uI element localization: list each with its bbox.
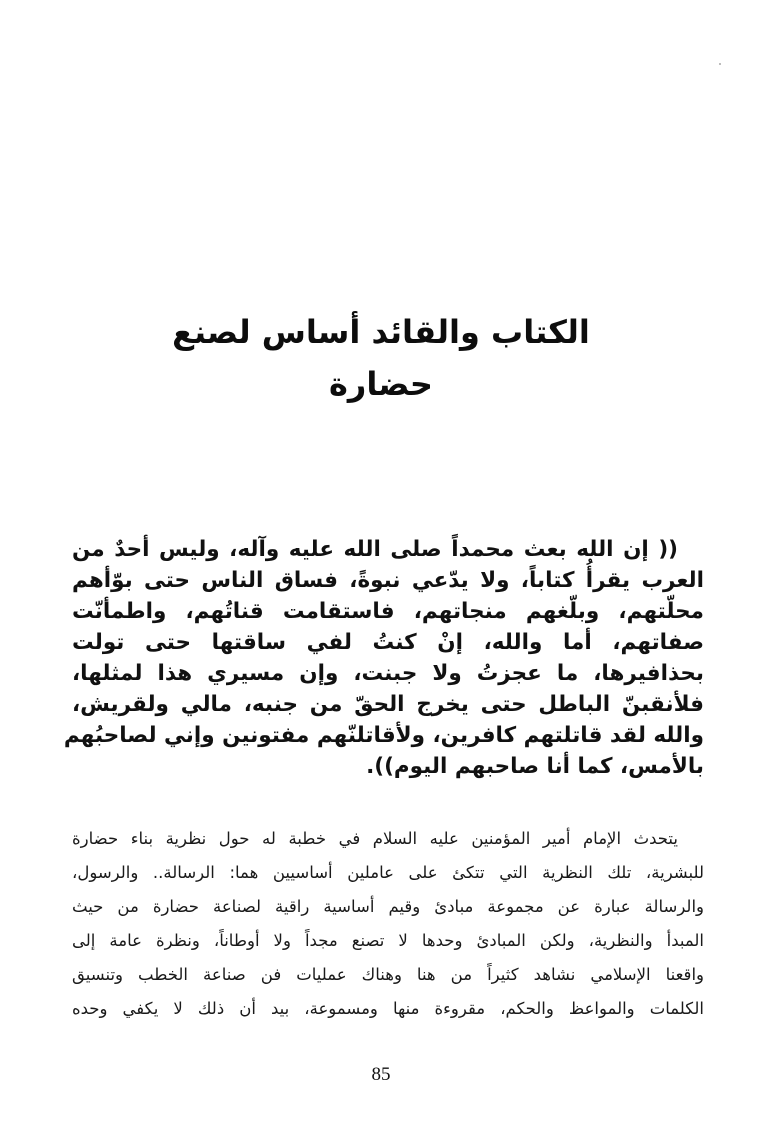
body-line: المبدأ والنظرية، ولكن المبادئ وحدها لا تصنع مجداً ولا أوطاناً، ونظرة عامة إلى (72, 931, 704, 950)
body-paragraph (72, 822, 704, 1026)
quote-line: بحذافيرها، ما عجزتُ ولا جبنت، وإن مسيري هذا لمثلها، (72, 661, 704, 686)
quote-line: والله لقد قاتلتهم كافرين، ولأقاتلنّهم مفتونين وإني لصاحبُهم (63, 723, 704, 748)
quote-line: العرب يقرأُ كتاباً، ولا يدّعي نبوةً، فساق الناس حتى بوّأهم (72, 568, 704, 593)
quote-line: (( إن الله بعث محمداً صلى الله عليه وآله، وليس أحدٌ من (72, 537, 678, 562)
body-line: واقعنا الإسلامي نشاهد كثيراً من هنا وهناك عمليات فن صناعة الخطب وتنسيق (72, 965, 704, 984)
quote-line: محلّتهم، وبلّغهم منجاتهم، فاستقامت قناتُهم، واطمأنّت (72, 599, 704, 624)
quote-line: بالأمس، كما أنا صاحبهم اليوم)). (366, 754, 704, 779)
body-line: والرسالة عبارة عن مجموعة مبادئ وقيم أساسية راقية لصناعة حضارة من حيث (72, 897, 704, 916)
body-line: الكلمات والمواعظ والحكم، مقروءة منها ومسموعة، بيد أن ذلك لا يكفي وحده (72, 999, 704, 1018)
page-number: 85 (371, 1064, 391, 1085)
quoted-sermon (63, 534, 704, 782)
chapter-title: الكتاب والقائد أساس لصنع حضارة (172, 313, 590, 403)
scan-speck (719, 63, 721, 65)
quote-line: فلأنقبنّ الباطل حتى يخرج الحقّ من جنبه، مالي ولقريش، (72, 692, 704, 717)
body-line: يتحدث الإمام أمير المؤمنين عليه السلام في خطبة له حول نظرية بناء حضارة (72, 829, 678, 848)
quote-line: صفاتهم، أما والله، إنْ كنتُ لفي ساقتها حتى تولت (72, 630, 704, 655)
body-line: للبشرية، تلك النظرية التي تتكئ على عاملين أساسيين هما: الرسالة.. والرسول، (72, 863, 704, 882)
